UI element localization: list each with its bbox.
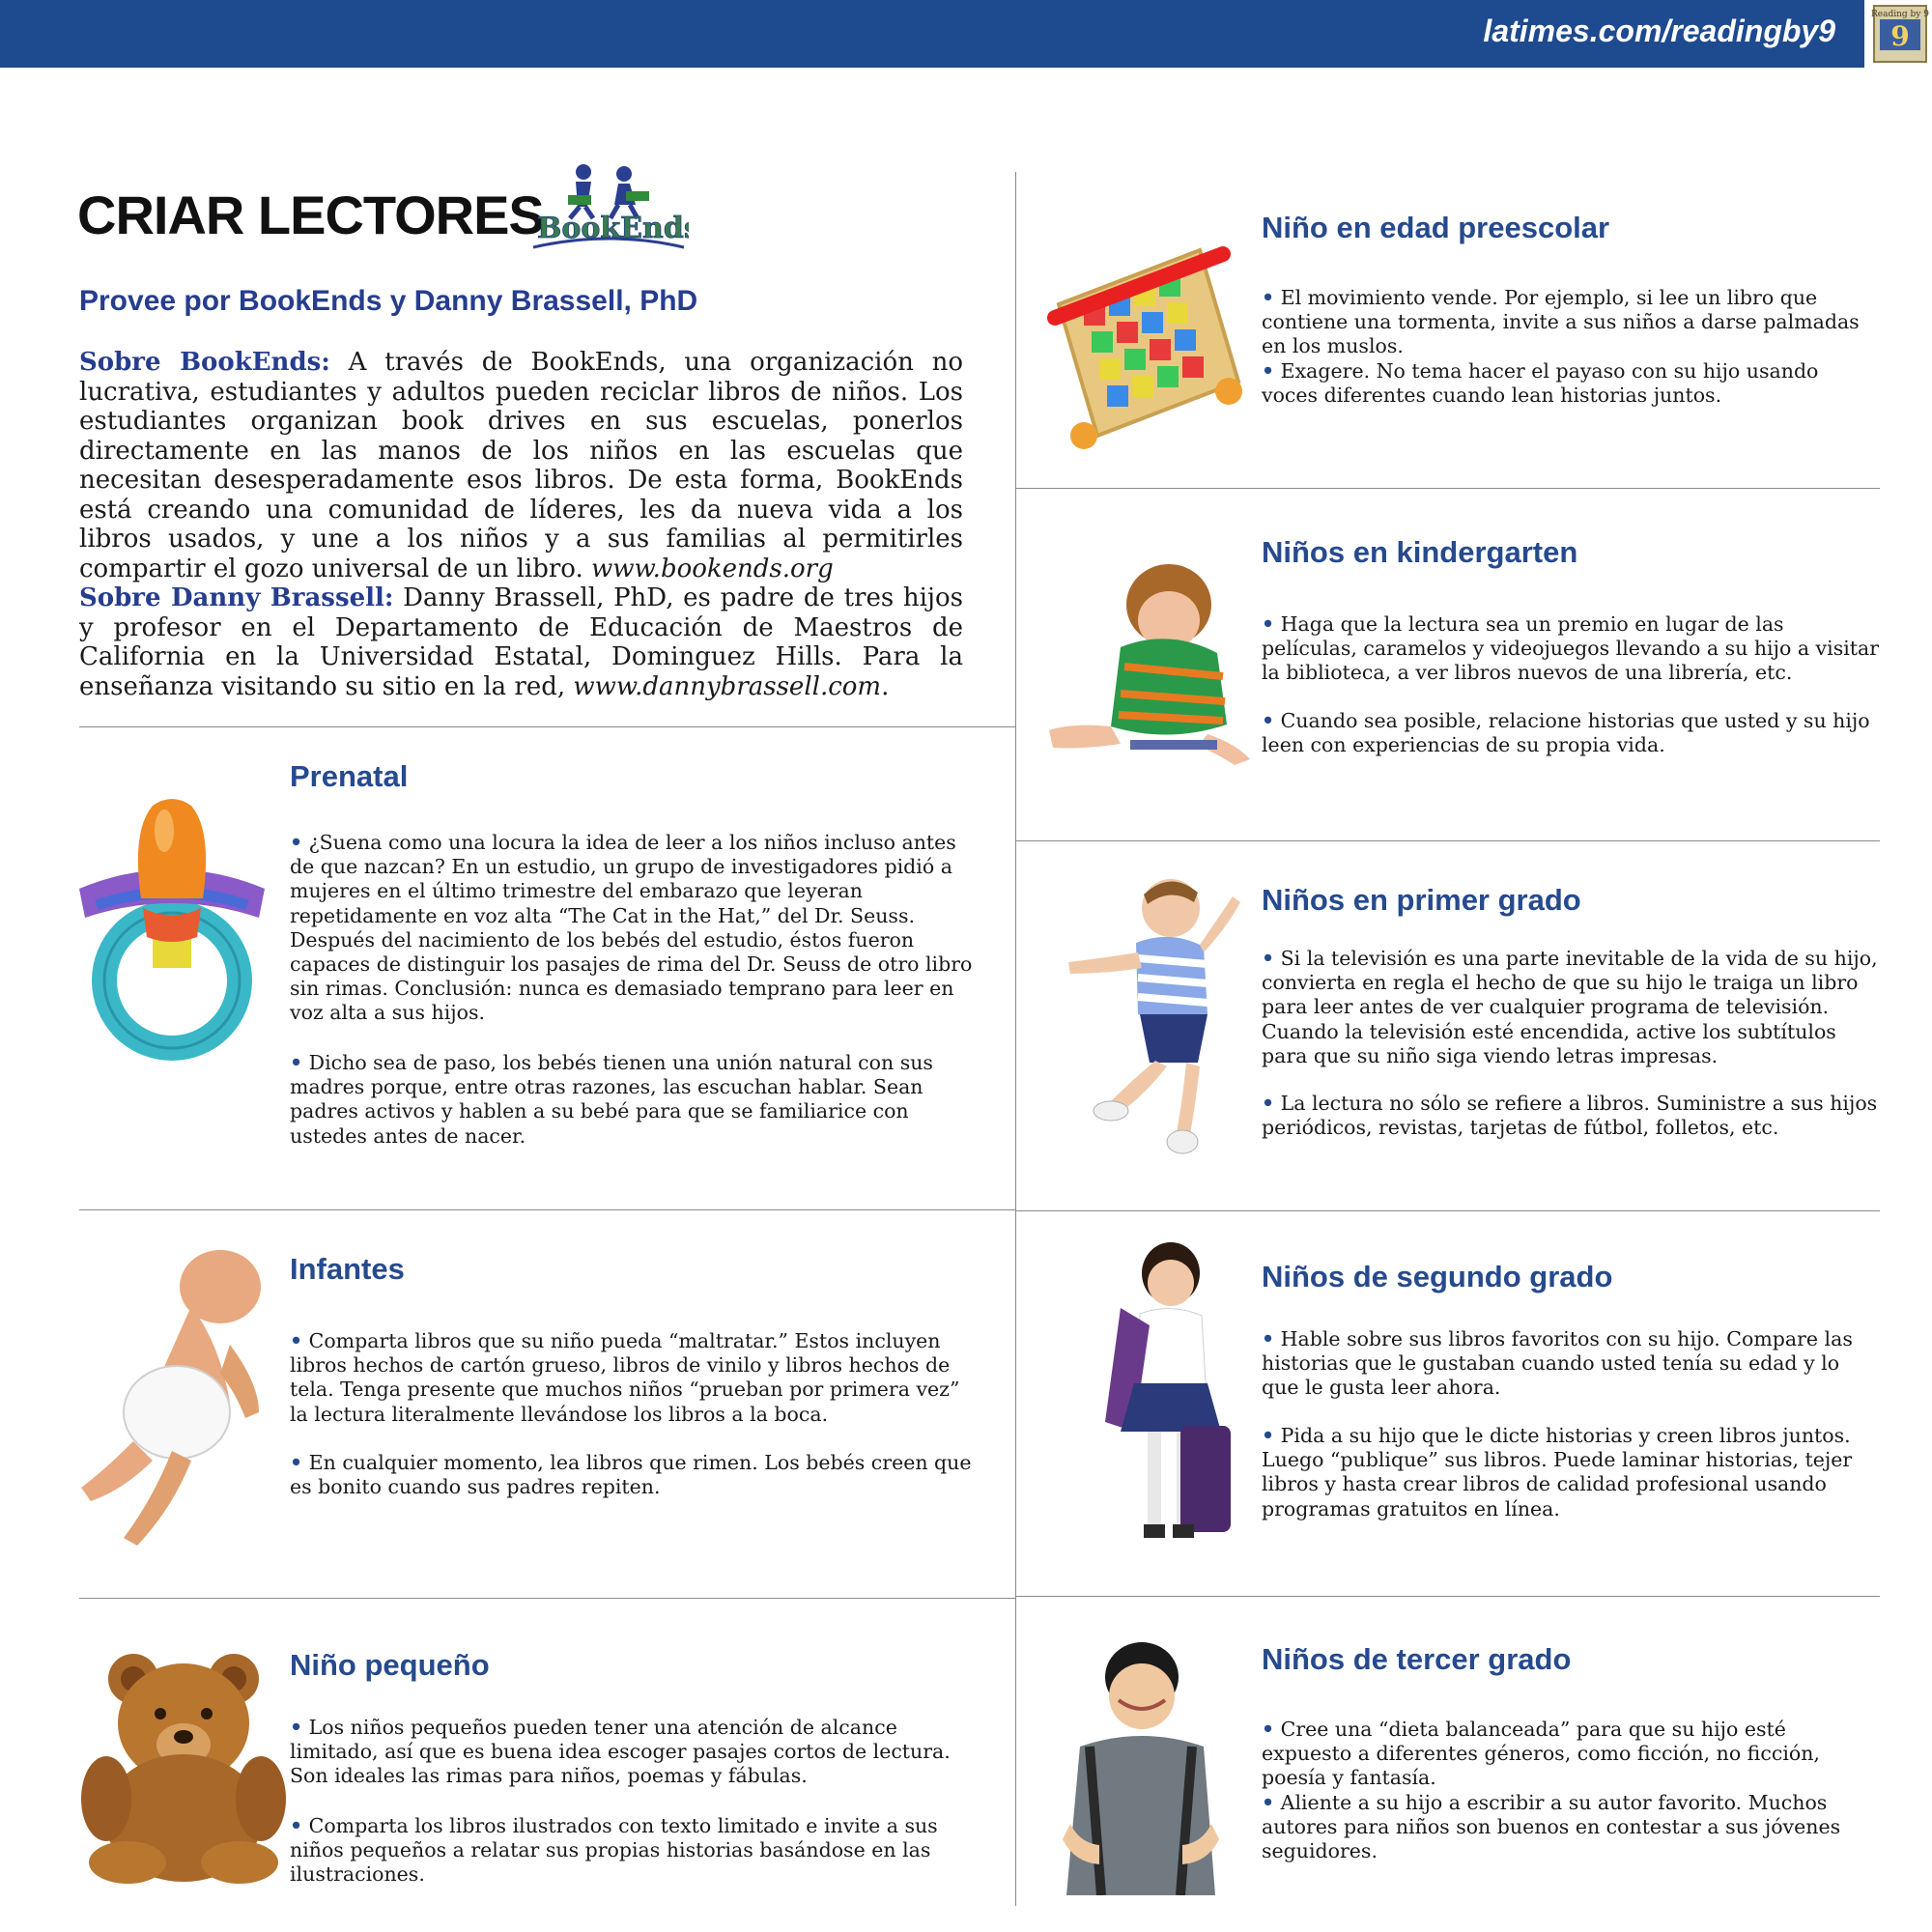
bullet-nino-pequeno-1: • Los niños pequeños pueden tener una atención de alcance limitado, así que es buena idea escoger pasajes cortos de lectura. Son ideales las rimas para niños, poemas y fábulas. (290, 1716, 951, 1788)
section-heading-nino-pequeno: Niño pequeño (290, 1648, 490, 1682)
bullet-infantes-1: • Comparta libros que su niño pueda “maltratar.” Estos incluyen libros hechos de cartón grueso, libros de vinilo y libros hechos de tela. Tenga presente que muchos niños “prueban por primera vez” la lectura literalmente llevándose los libros a la boca. (290, 1329, 960, 1426)
bullet-text: En cualquier momento, lea libros que rimen. Los bebés creen que es bonito cuando sus padres repiten. (290, 1451, 972, 1499)
section-heading-prenatal: Prenatal (290, 759, 409, 793)
bullet-segundo-grado-2: • Pida a su hijo que le dicte historias y creen libros juntos. Luego “publique” sus libros. Puede laminar historias, tejer libros y hasta crear libros de calidad profesional usando programas gratuitos en línea. (1262, 1424, 1853, 1520)
bullet-prenatal-1: • ¿Suena como una locura la idea de leer a los niños incluso antes de que nazcan? En un estudio, un grupo de investigadores pidió a mujeres en el último trimestre del embarazo que leyeran repetidamente en voz alta “The Cat in the Hat,” del Dr. Seuss. Después del nacimiento de los bebés del estudio, éstos fueron capaces de distinguir los pasajes de rima del Dr. Seuss de otro libro sin rimas. Conclusión: nunca es demasiado temprano para leer en voz alta a sus hijos. (290, 831, 973, 1025)
bullet-primer-grado-2: • La lectura no sólo se refiere a libros. Suministre a sus hijos periódicos, revistas, tarjetas de fútbol, folletos, etc. (1262, 1092, 1878, 1140)
section-heading-primer-grado: Niños en primer grado (1262, 883, 1581, 917)
byline: Provee por BookEnds y Danny Brassell, PhD (79, 285, 698, 317)
bullet-preescolar-1: • El movimiento vende. Por ejemplo, si lee un libro que contiene una tormenta, invite a sus niños a darse palmadas en los muslos. (1262, 286, 1860, 358)
bullet-text: ¿Suena como una locura la idea de leer a los niños incluso antes de que nazcan? En un estudio, un grupo de investigadores pidió a mujeres en el último trimestre del embarazo que leyeran repetidamente en voz alta “The Cat in the Hat,” del Dr. Seuss. Después del nacimiento de los bebés del estudio, éstos fueron capaces de distinguir los pasajes de rima del Dr. Seuss de otro libro sin rimas. Conclusión: nunca es demasiado temprano para leer en voz alta a sus hijos. (290, 831, 973, 1025)
section-divider (1015, 1210, 1880, 1211)
section-divider (79, 726, 1015, 727)
section-heading-infantes: Infantes (290, 1252, 405, 1286)
section-heading-tercer-grado: Niños de tercer grado (1262, 1642, 1572, 1676)
bullet-text: Cree una “dieta balanceada” para que su hijo esté expuesto a diferentes géneros, como ficción, no ficción, poesía y fantasía. (1262, 1718, 1820, 1790)
section-divider (79, 1209, 1015, 1210)
bookends-url-link[interactable]: www.bookends.org (591, 554, 834, 583)
column-divider (1015, 172, 1016, 1906)
about-brassell-text: Danny Brassell, PhD, es padre de tres hijos y profesor en el Departamento de Educación de Maestros de California en la Universidad Estatal, Dominguez Hills. Para la enseñanza visitando su sitio en la red, (79, 583, 963, 701)
bullet-text: Aliente a su hijo a escribir a su autor favorito. Muchos autores para niños son buenos en contestar a sus jóvenes seguidores. (1262, 1791, 1841, 1863)
abacus-toy-icon (1045, 237, 1248, 454)
bullet-kindergarten-1: • Haga que la lectura sea un premio en lugar de las películas, caramelos y videojuegos llevando a su hijo a visitar la biblioteca, a ver libros nuevos de una librería, etc. (1262, 612, 1880, 685)
bullet-text: Cuando sea posible, relacione historias que usted y su hijo leen con experiencias de su propia vida. (1262, 709, 1870, 757)
page-title: CRIAR LECTORES (77, 185, 544, 245)
section-heading-segundo-grado: Niños de segundo grado (1262, 1260, 1613, 1293)
bullet-text: Pida a su hijo que le dicte historias y creen libros juntos. Luego “publique” sus libros. Puede laminar historias, tejer libros y hasta crear libros de calidad profesional usando programas gratuitos en línea. (1262, 1424, 1853, 1520)
jumping-boy-icon (1063, 869, 1246, 1159)
header-bar (0, 0, 1864, 68)
bullet-tercer-grado-1: • Cree una “dieta balanceada” para que su hijo esté expuesto a diferentes géneros, como ficción, no ficción, poesía y fantasía. (1262, 1718, 1820, 1790)
section-heading-preescolar: Niño en edad preescolar (1262, 211, 1610, 244)
bullet-nino-pequeno-2: • Comparta los libros ilustrados con texto limitado e invite a sus niños pequeños a relatar sus propias historias basándose en las ilustraciones. (290, 1814, 938, 1887)
bullet-text: Hable sobre sus libros favoritos con su hijo. Compare las historias que le gustaban cuando usted tenía su edad y lo que le gusta leer ahora. (1262, 1327, 1853, 1400)
section-divider (1015, 840, 1880, 841)
schoolboy-icon (1061, 1640, 1221, 1895)
bookends-logo (529, 162, 689, 259)
child-drawing-icon (1043, 560, 1261, 768)
svg-text:Reading by 9: Reading by 9 (1871, 10, 1929, 19)
schoolgirl-icon (1092, 1238, 1236, 1557)
bullet-preescolar-2: • Exagere. No tema hacer el payaso con su hijo usando voces diferentes cuando lean historias juntos. (1262, 359, 1819, 408)
bullet-primer-grado-1: • Si la televisión es una parte inevitable de la vida de su hijo, convierta en regla el hecho de que su hijo le traiga un libro para leer antes de ver cualquier programa de televisión. Cuando la televisión esté encendida, active los subtítulos para que su niño siga viendo letras impresas. (1262, 947, 1878, 1067)
bullet-text: La lectura no sólo se refiere a libros. Suministre a sus hijos periódicos, revistas, tarjetas de fútbol, folletos, etc. (1262, 1092, 1878, 1140)
about-brassell-lead: Sobre Danny Brassell: (79, 583, 394, 612)
about-brassell-paragraph (79, 583, 963, 701)
about-bookends-text: A través de BookEnds, una organización no lucrativa, estudiantes y adultos pueden reciclar libros de niños. Los estudiantes organizan book drives en sus escuelas, ponerlos directamente en las manos de los niños en las escuelas que necesitan desesperadamente esos libros. De esta forma, BookEnds está creando una comunidad de líderes, les da nueva vida a los libros usados, y une a los niños y a sus familias al permitirles compartir el gozo universal de un libro. (79, 348, 964, 583)
section-heading-kindergarten: Niños en kindergarten (1262, 535, 1578, 569)
about-brassell-tail: . (881, 671, 890, 701)
crawling-baby-icon (75, 1248, 269, 1548)
bullet-text: Haga que la lectura sea un premio en lugar de las películas, caramelos y videojuegos llevando a su hijo a visitar la biblioteca, a ver libros nuevos de una librería, etc. (1262, 612, 1880, 685)
reading-by-9-logo (1868, 0, 1932, 68)
brassell-url-link[interactable]: www.dannybrassell.com (573, 671, 882, 701)
teddy-bear-icon (68, 1644, 309, 1886)
section-divider (1015, 488, 1880, 489)
bullet-text: Comparta libros que su niño pueda “maltratar.” Estos incluyen libros hechos de cartón grueso, libros de vinilo y libros hechos de tela. Tenga presente que muchos niños “prueban por primera vez” la lectura literalmente llevándose los libros a la boca. (290, 1329, 960, 1426)
bullet-text: Dicho sea de paso, los bebés tienen una unión natural con sus madres porque, entre otras razones, las escuchan hablar. Sean padres activos y hablen a su bebé para que se familiarice con ustedes antes de nacer. (290, 1051, 933, 1148)
bullet-prenatal-2: • Dicho sea de paso, los bebés tienen una unión natural con sus madres porque, entre otras razones, las escuchan hablar. Sean padres activos y hablen a su bebé para que se familiarice con ustedes antes de nacer. (290, 1051, 933, 1148)
pacifier-icon (75, 792, 273, 1063)
section-divider (1015, 1596, 1880, 1597)
bullet-kindergarten-2: • Cuando sea posible, relacione historias que usted y su hijo leen con experiencias de su propia vida. (1262, 709, 1870, 757)
bullet-text: Si la televisión es una parte inevitable de la vida de su hijo, convierta en regla el hecho de que su hijo le traiga un libro para leer antes de ver cualquier programa de televisión. Cuando la televisión esté encendida, active los subtítulos para que su niño siga viendo letras impresas. (1262, 947, 1878, 1067)
svg-text:BookEnds: BookEnds (537, 212, 689, 245)
bullet-text: El movimiento vende. Por ejemplo, si lee un libro que contiene una tormenta, invite a sus niños a darse palmadas en los muslos. (1262, 286, 1860, 358)
header-url-link[interactable]: latimes.com/readingby9 (1483, 14, 1835, 48)
bullet-segundo-grado-1: • Hable sobre sus libros favoritos con su hijo. Compare las historias que le gustaban cuando usted tenía su edad y lo que le gusta leer ahora. (1262, 1327, 1853, 1400)
svg-text:9: 9 (1890, 20, 1910, 52)
bullet-text: Comparta los libros ilustrados con texto limitado e invite a sus niños pequeños a relatar sus propias historias basándose en las ilustraciones. (290, 1814, 938, 1887)
about-bookends-paragraph (79, 348, 963, 583)
section-divider (79, 1598, 1015, 1599)
bullet-tercer-grado-2: • Aliente a su hijo a escribir a su autor favorito. Muchos autores para niños son buenos en contestar a sus jóvenes seguidores. (1262, 1791, 1841, 1863)
bullet-text: Exagere. No tema hacer el payaso con su hijo usando voces diferentes cuando lean historias juntos. (1262, 359, 1819, 408)
bullet-infantes-2: • En cualquier momento, lea libros que rimen. Los bebés creen que es bonito cuando sus padres repiten. (290, 1451, 972, 1499)
bullet-text: Los niños pequeños pueden tener una atención de alcance limitado, así que es buena idea escoger pasajes cortos de lectura. Son ideales las rimas para niños, poemas y fábulas. (290, 1716, 951, 1788)
about-bookends-lead: Sobre BookEnds: (79, 348, 330, 377)
